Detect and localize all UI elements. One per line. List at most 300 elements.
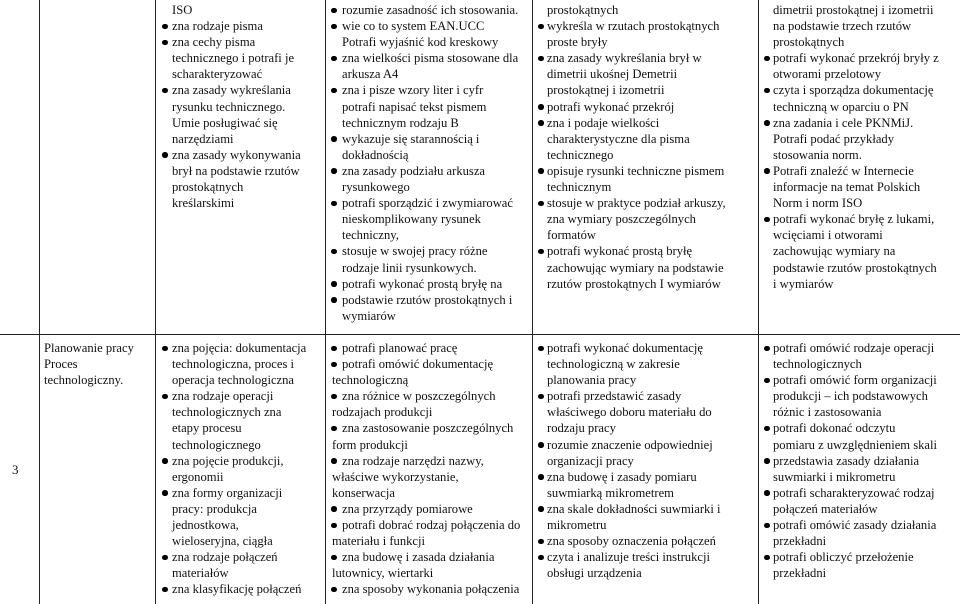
bullet-icon bbox=[331, 8, 337, 14]
line-text: rodzajach produkcji bbox=[332, 405, 433, 420]
bullet-item bbox=[330, 517, 531, 533]
line-text: zna zasady wykreślania bbox=[172, 83, 291, 98]
line-text: wcięciami i otworami bbox=[773, 228, 883, 243]
line-text: pracy: produkcja bbox=[172, 501, 257, 516]
line-text: technologicznego bbox=[172, 437, 261, 452]
text-line bbox=[763, 533, 959, 549]
line-text: brył na podstawie rzutów bbox=[172, 163, 300, 178]
line-text: techniczny, bbox=[342, 228, 399, 243]
text-line bbox=[537, 420, 757, 436]
line-text: charakterystyczne dla pisma bbox=[547, 131, 690, 146]
line-text: kreślarskimi bbox=[172, 196, 235, 211]
row-topic-line: Planowanie pracy bbox=[44, 341, 134, 355]
line-text: operacja technologiczna bbox=[172, 373, 295, 388]
line-text: Potrafi wyjaśnić kod kreskowy bbox=[342, 35, 499, 50]
line-text: potrafi wykonać prostą bryłę na bbox=[342, 276, 503, 291]
line-text: stosuje w praktyce podział arkuszy, bbox=[547, 196, 726, 211]
line-text: informacje na temat Polskich bbox=[773, 180, 921, 195]
line-text: technologicznych zna bbox=[172, 405, 282, 420]
bullet-icon bbox=[538, 168, 544, 174]
bullet-icon bbox=[331, 56, 337, 62]
bullet-icon bbox=[764, 426, 770, 432]
text-line bbox=[330, 437, 531, 453]
text-line bbox=[160, 163, 324, 179]
line-text: dimetrii prostokątnej i izometrii bbox=[773, 3, 934, 17]
bullet-icon bbox=[331, 555, 337, 561]
bullet-icon bbox=[162, 152, 168, 158]
line-text: arkusza A4 bbox=[342, 67, 399, 82]
bullet-item bbox=[330, 453, 531, 469]
bullet-icon bbox=[331, 201, 337, 207]
text-line bbox=[763, 404, 959, 420]
line-text: połączeń materiałów bbox=[773, 501, 878, 516]
bullet-icon bbox=[764, 56, 770, 62]
bullet-icon bbox=[331, 24, 337, 30]
bullet-icon bbox=[162, 24, 168, 30]
text-line bbox=[537, 34, 757, 50]
text-line bbox=[763, 131, 959, 147]
bullet-icon bbox=[538, 474, 544, 480]
line-text: rysunkowego bbox=[342, 180, 410, 195]
line-text: przedstawia zasady działania bbox=[773, 453, 920, 468]
bullet-item bbox=[537, 50, 757, 66]
bullet-item bbox=[763, 163, 959, 179]
line-text: zna zasady podziału arkusza bbox=[342, 163, 486, 178]
table-rule bbox=[0, 334, 960, 335]
bullet-item bbox=[330, 243, 531, 259]
bullet-item bbox=[763, 372, 959, 388]
line-text: etapy procesu bbox=[172, 421, 242, 436]
text-line bbox=[537, 404, 757, 420]
cell-bottom-col2 bbox=[330, 340, 531, 598]
line-text: nieskomplikowany rysunek bbox=[342, 212, 481, 227]
bullet-icon bbox=[538, 506, 544, 512]
text-line bbox=[537, 227, 757, 243]
line-text: zna wymiary poszczególnych bbox=[547, 212, 696, 227]
line-text: suwmiarki i mikrometru bbox=[773, 469, 896, 484]
line-text: Norm i norm ISO bbox=[773, 196, 863, 211]
bullet-item bbox=[330, 501, 531, 517]
text-line bbox=[537, 179, 757, 195]
line-text: wieloseryjna, ciągła bbox=[172, 534, 273, 549]
text-line bbox=[763, 34, 959, 50]
bullet-item bbox=[160, 34, 324, 50]
row-topic-line: Proces bbox=[44, 357, 78, 372]
text-line bbox=[537, 517, 757, 533]
line-text: zna formy organizacji bbox=[172, 485, 283, 500]
line-text: właściwego doboru materiału do bbox=[547, 405, 712, 420]
text-line bbox=[537, 66, 757, 82]
text-line bbox=[763, 469, 959, 485]
bullet-item bbox=[330, 163, 531, 179]
bullet-icon bbox=[764, 490, 770, 496]
line-text: właściwe wykorzystanie, bbox=[332, 469, 459, 484]
line-text: wie co to system EAN.UCC bbox=[342, 19, 485, 34]
line-text: potrafi sporządzić i zwymiarować bbox=[342, 196, 513, 211]
text-line bbox=[537, 211, 757, 227]
table-rule bbox=[758, 0, 759, 604]
line-text: techniczną w oparciu o PN bbox=[773, 99, 909, 114]
line-text: Potrafi znaleźć w Internecie bbox=[773, 163, 914, 178]
table-rule bbox=[532, 0, 533, 604]
text-line bbox=[160, 356, 324, 372]
line-text: ergonomii bbox=[172, 469, 224, 484]
bullet-item bbox=[330, 195, 531, 211]
bullet-icon bbox=[331, 458, 337, 464]
bullet-item bbox=[763, 517, 959, 533]
bullet-item bbox=[330, 131, 531, 147]
line-text: scharakteryzować bbox=[172, 67, 263, 82]
line-text: technicznym rodzaju B bbox=[342, 115, 459, 130]
bullet-icon bbox=[538, 56, 544, 62]
line-text: potrafi dobrać rodzaj połączenia do bbox=[342, 518, 521, 533]
bullet-icon bbox=[162, 346, 168, 352]
bullet-item bbox=[537, 549, 757, 565]
table-rule bbox=[155, 0, 156, 604]
line-text: potrafi wykonać przekrój bbox=[547, 99, 675, 114]
bullet-item bbox=[330, 581, 531, 597]
line-text: stosowania norm. bbox=[773, 147, 862, 162]
text-line bbox=[537, 565, 757, 581]
bullet-item bbox=[763, 340, 959, 356]
line-text: przekładni bbox=[773, 566, 827, 581]
cell-top-col4 bbox=[763, 2, 959, 292]
text-line bbox=[160, 372, 324, 388]
bullet-item bbox=[330, 420, 531, 436]
bullet-item bbox=[763, 420, 959, 436]
bullet-icon bbox=[331, 88, 337, 94]
line-text: zachowując wymiary na bbox=[773, 244, 896, 259]
text-line bbox=[160, 565, 324, 581]
bullet-icon bbox=[331, 249, 337, 255]
line-text: potrafi planować pracę bbox=[342, 341, 458, 355]
text-line bbox=[330, 179, 531, 195]
text-line bbox=[763, 179, 959, 195]
bullet-icon bbox=[162, 587, 168, 593]
text-line bbox=[763, 147, 959, 163]
line-text: prostokątnych bbox=[172, 180, 244, 195]
bullet-icon bbox=[764, 458, 770, 464]
bullet-item bbox=[537, 99, 757, 115]
bullet-item bbox=[330, 276, 531, 292]
line-text: ISO bbox=[172, 3, 193, 17]
bullet-item bbox=[330, 356, 531, 372]
bullet-item bbox=[537, 243, 757, 259]
line-text: potrafi napisać tekst pismem bbox=[342, 99, 487, 114]
text-line bbox=[763, 437, 959, 453]
text-line bbox=[763, 2, 959, 18]
text-line bbox=[537, 276, 757, 292]
bullet-icon bbox=[331, 136, 337, 142]
bullet-icon bbox=[162, 40, 168, 46]
line-text: zna pojęcie produkcji, bbox=[172, 453, 284, 468]
bullet-icon bbox=[162, 88, 168, 94]
bullet-icon bbox=[538, 539, 544, 545]
row-topic bbox=[44, 340, 154, 388]
line-text: proste bryły bbox=[547, 35, 608, 50]
line-text: dimetrii ukośnej Demetrii bbox=[547, 67, 678, 82]
line-text: technologicznych bbox=[773, 357, 862, 372]
line-text: materiałów bbox=[172, 566, 229, 581]
text-line bbox=[330, 66, 531, 82]
bullet-icon bbox=[764, 346, 770, 352]
line-text: prostokątnych bbox=[547, 3, 619, 17]
line-text: zna i podaje wielkości bbox=[547, 115, 660, 130]
bullet-icon bbox=[331, 506, 337, 512]
bullet-item bbox=[763, 453, 959, 469]
text-line bbox=[763, 227, 959, 243]
text-line bbox=[330, 99, 531, 115]
bullet-icon bbox=[764, 555, 770, 561]
line-text: form produkcji bbox=[332, 437, 408, 452]
line-text: prostokątnych bbox=[773, 35, 845, 50]
bullet-icon bbox=[764, 217, 770, 223]
text-line bbox=[537, 260, 757, 276]
bullet-item bbox=[537, 533, 757, 549]
line-text: zna rodzaje połączeń bbox=[172, 550, 278, 565]
line-text: rozumie znaczenie odpowiedniej bbox=[547, 437, 713, 452]
bullet-item bbox=[763, 50, 959, 66]
text-line bbox=[330, 147, 531, 163]
bullet-item bbox=[160, 549, 324, 565]
table-rule bbox=[325, 0, 326, 604]
line-text: zna sposoby wykonania połączenia bbox=[342, 582, 520, 597]
line-text: zna rodzaje operacji bbox=[172, 389, 274, 404]
bullet-icon bbox=[331, 346, 337, 352]
line-text: jednostkowa, bbox=[172, 518, 239, 533]
cell-top-col2 bbox=[330, 2, 531, 324]
bullet-icon bbox=[538, 104, 544, 110]
text-line bbox=[330, 260, 531, 276]
row-topic-line: technologiczny. bbox=[44, 373, 124, 388]
bullet-icon bbox=[764, 168, 770, 174]
line-text: czyta i sporządza dokumentację bbox=[773, 83, 934, 98]
line-text: technicznego i potrafi je bbox=[172, 51, 295, 66]
line-text: rodzaje linii rysunkowych. bbox=[342, 260, 477, 275]
line-text: potrafi dokonać odczytu bbox=[773, 421, 896, 436]
bullet-icon bbox=[764, 523, 770, 529]
line-text: dokładnością bbox=[342, 147, 409, 162]
line-text: potrafi omówić zasady działania bbox=[773, 518, 937, 533]
bullet-icon bbox=[331, 168, 337, 174]
bullet-item bbox=[330, 388, 531, 404]
line-text: zna zasady wykonywania bbox=[172, 147, 301, 162]
line-text: zna zadania i cele PKNMiJ. bbox=[773, 115, 914, 130]
line-text: potrafi wykonać bryłę z lukami, bbox=[773, 212, 935, 227]
bullet-item bbox=[537, 163, 757, 179]
bullet-item bbox=[330, 549, 531, 565]
line-text: zna zasady wykreślania brył w bbox=[547, 51, 702, 66]
text-line bbox=[330, 211, 531, 227]
line-text: zna przyrządy pomiarowe bbox=[342, 501, 473, 516]
text-line bbox=[160, 179, 324, 195]
text-line bbox=[160, 501, 324, 517]
text-line bbox=[537, 147, 757, 163]
bullet-item bbox=[330, 340, 531, 356]
text-line bbox=[160, 50, 324, 66]
line-text: zna i pisze wzory liter i cyfr bbox=[342, 83, 484, 98]
line-text: potrafi omówić form organizacji bbox=[773, 373, 937, 388]
text-line bbox=[160, 99, 324, 115]
line-text: suwmiarką mikrometrem bbox=[547, 485, 674, 500]
line-text: planowania pracy bbox=[547, 373, 637, 388]
bullet-item bbox=[160, 453, 324, 469]
line-text: rozumie zasadność ich stosowania. bbox=[342, 3, 519, 17]
line-text: technologiczną w zakresie bbox=[547, 357, 680, 372]
bullet-icon bbox=[331, 523, 337, 529]
line-text: zna zastosowanie poszczególnych bbox=[342, 421, 514, 436]
line-text: zna budowę i zasada działania bbox=[342, 550, 495, 565]
line-text: opisuje rysunki techniczne pismem bbox=[547, 163, 725, 178]
line-text: zna różnice w poszczególnych bbox=[342, 389, 496, 404]
line-text: produkcji – ich podstawowych bbox=[773, 389, 928, 404]
bullet-icon bbox=[538, 346, 544, 352]
line-text: prostokątnej i izometrii bbox=[547, 83, 665, 98]
bullet-item bbox=[160, 388, 324, 404]
text-line bbox=[537, 372, 757, 388]
line-text: i wymiarów bbox=[773, 276, 834, 291]
line-text: zna rodzaje narzędzi nazwy, bbox=[342, 453, 484, 468]
line-text: różnic i zastosowania bbox=[773, 405, 882, 420]
bullet-item bbox=[537, 437, 757, 453]
bullet-icon bbox=[764, 88, 770, 94]
bullet-icon bbox=[331, 281, 337, 287]
line-text: potrafi obliczyć przełożenie bbox=[773, 550, 914, 565]
text-line bbox=[330, 565, 531, 581]
line-text: zna klasyfikację połączeń bbox=[172, 582, 302, 597]
text-line bbox=[330, 469, 531, 485]
bullet-item bbox=[330, 18, 531, 34]
line-text: wykazuje się starannością i bbox=[342, 131, 480, 146]
text-line bbox=[160, 195, 324, 211]
text-line bbox=[330, 34, 531, 50]
text-line bbox=[763, 501, 959, 517]
bullet-icon bbox=[162, 555, 168, 561]
bullet-item bbox=[537, 195, 757, 211]
text-line bbox=[160, 437, 324, 453]
bullet-item bbox=[160, 485, 324, 501]
line-text: technologiczna, proces i bbox=[172, 357, 295, 372]
line-text: technicznego bbox=[547, 147, 614, 162]
line-text: zna skale dokładności suwmiarki i bbox=[547, 501, 721, 516]
text-line bbox=[763, 565, 959, 581]
cell-top-col1 bbox=[160, 2, 324, 211]
line-text: zna pojęcia: dokumentacja bbox=[172, 341, 307, 355]
bullet-item bbox=[763, 485, 959, 501]
bullet-icon bbox=[162, 490, 168, 496]
text-line bbox=[763, 260, 959, 276]
line-text: zna wielkości pisma stosowane dla bbox=[342, 51, 519, 66]
bullet-item bbox=[537, 115, 757, 131]
bullet-icon bbox=[331, 394, 337, 400]
bullet-item bbox=[160, 18, 324, 34]
text-line bbox=[763, 388, 959, 404]
line-text: czyta i analizuje treści instrukcji bbox=[547, 550, 710, 565]
bullet-item bbox=[537, 18, 757, 34]
bullet-item bbox=[330, 50, 531, 66]
bullet-item bbox=[763, 115, 959, 131]
text-line bbox=[537, 453, 757, 469]
bullet-item bbox=[160, 82, 324, 98]
line-text: formatów bbox=[547, 228, 596, 243]
text-line bbox=[537, 131, 757, 147]
line-text: potrafi omówić rodzaje operacji bbox=[773, 341, 935, 355]
text-line bbox=[330, 404, 531, 420]
bullet-item bbox=[763, 211, 959, 227]
line-text: rysunku technicznego. bbox=[172, 99, 286, 114]
bullet-icon bbox=[331, 362, 337, 368]
line-text: konserwacja bbox=[332, 485, 395, 500]
line-text: obsługi urządzenia bbox=[547, 566, 642, 581]
text-line bbox=[763, 356, 959, 372]
bullet-item bbox=[160, 340, 324, 356]
bullet-icon bbox=[162, 458, 168, 464]
line-text: wymiarów bbox=[342, 308, 396, 323]
bullet-icon bbox=[538, 442, 544, 448]
text-line bbox=[160, 131, 324, 147]
line-text: lutownicy, wiertarki bbox=[332, 566, 434, 581]
bullet-item bbox=[537, 340, 757, 356]
text-line bbox=[330, 115, 531, 131]
bullet-icon bbox=[331, 426, 337, 432]
text-line bbox=[537, 2, 757, 18]
line-text: rodzaju pracy bbox=[547, 421, 616, 436]
bullet-item bbox=[160, 147, 324, 163]
line-text: pomiaru z uwzględnieniem skali bbox=[773, 437, 938, 452]
text-line bbox=[537, 82, 757, 98]
line-text: potrafi wykonać prostą bryłę bbox=[547, 244, 693, 259]
text-line bbox=[330, 372, 531, 388]
line-text: organizacji pracy bbox=[547, 453, 634, 468]
text-line bbox=[763, 243, 959, 259]
line-text: na podstawie trzech rzutów bbox=[773, 19, 912, 34]
bullet-icon bbox=[538, 201, 544, 207]
line-text: podstawie rzutów prostokątnych bbox=[773, 260, 937, 275]
line-text: przekładni bbox=[773, 534, 827, 549]
line-text: potrafi omówić dokumentację bbox=[342, 357, 494, 372]
text-line bbox=[330, 485, 531, 501]
text-line bbox=[537, 356, 757, 372]
bullet-item bbox=[537, 388, 757, 404]
line-text: otworami przelotowy bbox=[773, 67, 882, 82]
text-line bbox=[160, 420, 324, 436]
bullet-icon bbox=[331, 297, 337, 303]
line-text: stosuje w swojej pracy różne bbox=[342, 244, 488, 259]
line-text: zna rodzaje pisma bbox=[172, 19, 263, 34]
line-text: rzutów prostokątnych I wymiarów bbox=[547, 276, 721, 291]
bullet-item bbox=[330, 292, 531, 308]
line-text: zna cechy pisma bbox=[172, 35, 256, 50]
cell-bottom-col4 bbox=[763, 340, 959, 581]
line-text: potrafi wykonać przekrój bryły z bbox=[773, 51, 939, 66]
text-line bbox=[160, 2, 324, 18]
text-line bbox=[763, 66, 959, 82]
line-text: podstawie rzutów prostokątnych i bbox=[342, 292, 513, 307]
line-text: technicznym bbox=[547, 180, 612, 195]
line-text: zna budowę i zasady pomiaru bbox=[547, 469, 697, 484]
text-line bbox=[763, 195, 959, 211]
line-text: zachowując wymiary na podstawie bbox=[547, 260, 724, 275]
cell-bottom-col1 bbox=[160, 340, 324, 598]
text-line bbox=[330, 308, 531, 324]
line-text: mikrometru bbox=[547, 518, 607, 533]
bullet-icon bbox=[764, 378, 770, 384]
bullet-icon bbox=[331, 587, 337, 593]
text-line bbox=[763, 276, 959, 292]
bullet-item bbox=[763, 549, 959, 565]
text-line bbox=[160, 469, 324, 485]
line-text: potrafi przedstawić zasady bbox=[547, 389, 682, 404]
